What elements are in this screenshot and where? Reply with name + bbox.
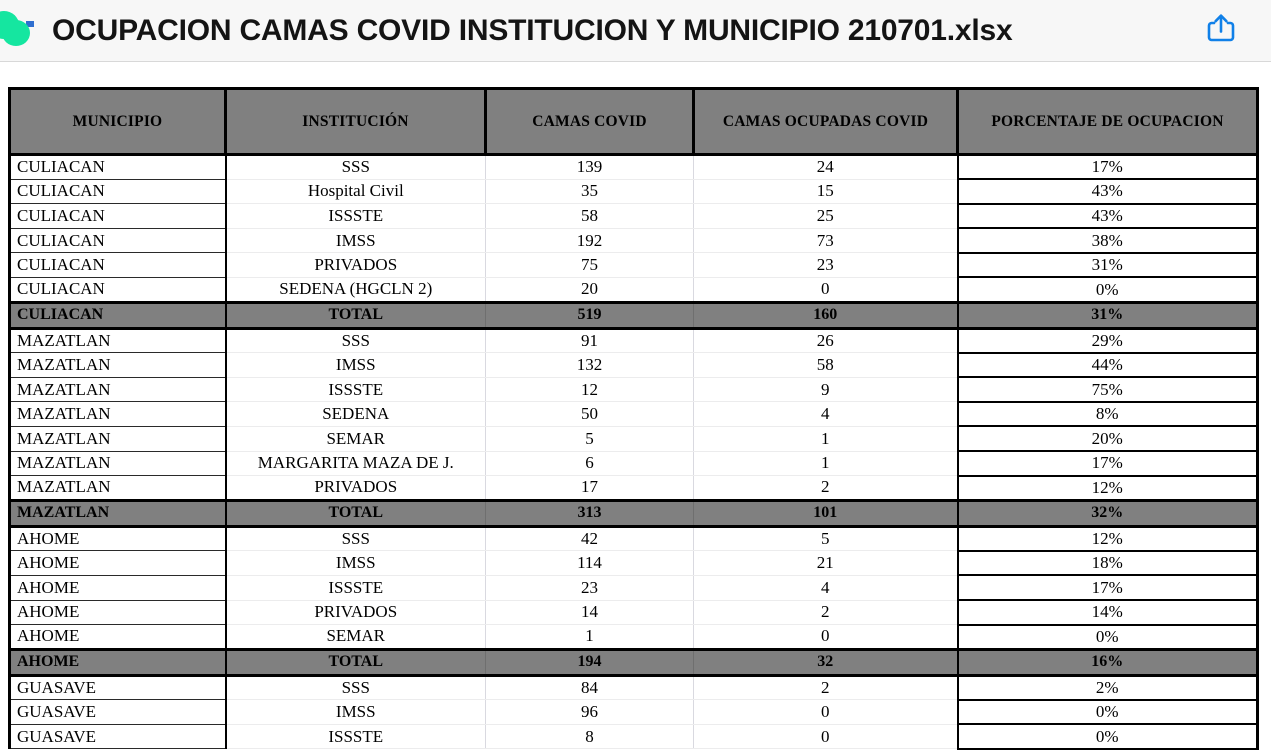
cell-camas-ocupadas[interactable]: 2: [694, 600, 958, 625]
table-row[interactable]: [10, 625, 1258, 650]
cell-porcentaje[interactable]: 0%: [958, 625, 1258, 650]
cell-porcentaje[interactable]: 31%: [958, 302, 1258, 328]
table-row[interactable]: [10, 204, 1258, 229]
cell-camas-ocupadas[interactable]: 101: [694, 500, 958, 526]
cell-institucion[interactable]: TOTAL: [226, 302, 486, 328]
cell-camas-ocupadas[interactable]: 9: [694, 377, 958, 402]
cell-camas-covid[interactable]: 50: [486, 402, 694, 427]
cell-institucion[interactable]: IMSS: [226, 228, 486, 253]
cell-camas-ocupadas[interactable]: 160: [694, 302, 958, 328]
table-row[interactable]: [10, 228, 1258, 253]
cell-camas-covid[interactable]: 132: [486, 353, 694, 378]
cell-porcentaje[interactable]: 31%: [958, 253, 1258, 278]
table-row[interactable]: [10, 353, 1258, 378]
cell-municipio[interactable]: GUASAVE: [10, 724, 226, 749]
cell-camas-ocupadas[interactable]: 23: [694, 253, 958, 278]
cell-municipio[interactable]: MAZATLAN: [10, 377, 226, 402]
cell-camas-ocupadas[interactable]: 5: [694, 526, 958, 551]
cell-porcentaje[interactable]: 0%: [958, 700, 1258, 725]
cell-institucion[interactable]: SSS: [226, 155, 486, 180]
app-doc-icon: [0, 7, 42, 55]
cell-municipio[interactable]: MAZATLAN: [10, 402, 226, 427]
table-row[interactable]: [10, 328, 1258, 353]
cell-camas-covid[interactable]: 313: [486, 500, 694, 526]
cell-municipio[interactable]: AHOME: [10, 625, 226, 650]
cell-porcentaje[interactable]: 14%: [958, 600, 1258, 625]
table-row[interactable]: [10, 575, 1258, 600]
cell-camas-covid[interactable]: 5: [486, 426, 694, 451]
cell-camas-ocupadas[interactable]: 1: [694, 451, 958, 476]
cell-camas-ocupadas[interactable]: 24: [694, 155, 958, 180]
cell-camas-ocupadas[interactable]: 58: [694, 353, 958, 378]
table-row[interactable]: [10, 253, 1258, 278]
cell-porcentaje[interactable]: 8%: [958, 402, 1258, 427]
cell-porcentaje[interactable]: 43%: [958, 179, 1258, 204]
table-row[interactable]: [10, 700, 1258, 725]
occupancy-table: [8, 87, 1259, 750]
cell-institucion[interactable]: IMSS: [226, 353, 486, 378]
cell-municipio[interactable]: GUASAVE: [10, 700, 226, 725]
cell-municipio[interactable]: MAZATLAN: [10, 328, 226, 353]
cell-municipio[interactable]: CULIACAN: [10, 277, 226, 302]
cell-porcentaje[interactable]: 0%: [958, 724, 1258, 749]
cell-municipio[interactable]: AHOME: [10, 575, 226, 600]
cell-camas-ocupadas[interactable]: 2: [694, 476, 958, 501]
table-body: [10, 155, 1258, 749]
cell-camas-covid[interactable]: 20: [486, 277, 694, 302]
share-icon: [1206, 12, 1236, 49]
cell-camas-ocupadas[interactable]: 4: [694, 402, 958, 427]
cell-camas-covid[interactable]: 42: [486, 526, 694, 551]
table-header-row: [10, 89, 1258, 155]
cell-institucion[interactable]: Hospital Civil: [226, 179, 486, 204]
cell-camas-covid[interactable]: 12: [486, 377, 694, 402]
table-row[interactable]: [10, 451, 1258, 476]
cell-porcentaje[interactable]: 16%: [958, 649, 1258, 675]
cell-institucion[interactable]: IMSS: [226, 700, 486, 725]
cell-porcentaje[interactable]: 17%: [958, 155, 1258, 180]
cell-municipio[interactable]: AHOME: [10, 551, 226, 576]
column-header-camas-covid: CAMAS COVID: [486, 89, 694, 155]
cell-porcentaje[interactable]: 75%: [958, 377, 1258, 402]
cell-municipio[interactable]: MAZATLAN: [10, 426, 226, 451]
cell-camas-ocupadas[interactable]: 26: [694, 328, 958, 353]
page-title: OCUPACION CAMAS COVID INSTITUCION Y MUNICIPIO 210701.xlsx: [52, 13, 1013, 47]
cell-institucion[interactable]: SEDENA (HGCLN 2): [226, 277, 486, 302]
table-row[interactable]: [10, 426, 1258, 451]
cell-camas-covid[interactable]: 23: [486, 575, 694, 600]
column-header-municipio: MUNICIPIO: [10, 89, 226, 155]
cell-institucion[interactable]: TOTAL: [226, 500, 486, 526]
cell-camas-ocupadas[interactable]: 0: [694, 724, 958, 749]
cell-municipio[interactable]: CULIACAN: [10, 155, 226, 180]
cell-municipio[interactable]: CULIACAN: [10, 204, 226, 229]
cell-camas-ocupadas[interactable]: 0: [694, 625, 958, 650]
cell-camas-covid[interactable]: 114: [486, 551, 694, 576]
cell-porcentaje[interactable]: 12%: [958, 476, 1258, 501]
cell-porcentaje[interactable]: 43%: [958, 204, 1258, 229]
cell-municipio[interactable]: CULIACAN: [10, 228, 226, 253]
cell-municipio[interactable]: CULIACAN: [10, 302, 226, 328]
cell-camas-ocupadas[interactable]: 1: [694, 426, 958, 451]
app-title-bar: [0, 0, 1271, 62]
share-button[interactable]: [1199, 9, 1243, 53]
cell-camas-ocupadas[interactable]: 15: [694, 179, 958, 204]
cell-institucion[interactable]: PRIVADOS: [226, 476, 486, 501]
cell-camas-ocupadas[interactable]: 4: [694, 575, 958, 600]
cell-institucion[interactable]: SEMAR: [226, 426, 486, 451]
cell-camas-covid[interactable]: 96: [486, 700, 694, 725]
cell-camas-covid[interactable]: 6: [486, 451, 694, 476]
cell-camas-covid[interactable]: 139: [486, 155, 694, 180]
table-row[interactable]: [10, 476, 1258, 501]
cell-camas-covid[interactable]: 1: [486, 625, 694, 650]
cell-camas-covid[interactable]: 75: [486, 253, 694, 278]
cell-porcentaje[interactable]: 32%: [958, 500, 1258, 526]
cell-institucion[interactable]: IMSS: [226, 551, 486, 576]
column-header-porcentaje: PORCENTAJE DE OCUPACION: [958, 89, 1258, 155]
cell-camas-ocupadas[interactable]: 73: [694, 228, 958, 253]
cell-municipio[interactable]: MAZATLAN: [10, 500, 226, 526]
cell-camas-ocupadas[interactable]: 0: [694, 700, 958, 725]
cell-camas-covid[interactable]: 14: [486, 600, 694, 625]
cell-porcentaje[interactable]: 2%: [958, 675, 1258, 700]
cell-institucion[interactable]: PRIVADOS: [226, 253, 486, 278]
cell-camas-covid[interactable]: 194: [486, 649, 694, 675]
cell-camas-ocupadas[interactable]: 21: [694, 551, 958, 576]
cell-municipio[interactable]: MAZATLAN: [10, 451, 226, 476]
cell-institucion[interactable]: ISSSTE: [226, 575, 486, 600]
cell-camas-ocupadas[interactable]: 2: [694, 675, 958, 700]
cell-porcentaje[interactable]: 18%: [958, 551, 1258, 576]
cell-institucion[interactable]: SSS: [226, 675, 486, 700]
table-row[interactable]: [10, 526, 1258, 551]
cell-institucion[interactable]: SSS: [226, 526, 486, 551]
cell-municipio[interactable]: AHOME: [10, 526, 226, 551]
column-header-camas-ocupadas: CAMAS OCUPADAS COVID: [694, 89, 958, 155]
table-row[interactable]: [10, 155, 1258, 180]
cell-camas-ocupadas[interactable]: 32: [694, 649, 958, 675]
cell-municipio[interactable]: GUASAVE: [10, 675, 226, 700]
cell-porcentaje[interactable]: 12%: [958, 526, 1258, 551]
spreadsheet-viewport[interactable]: [0, 62, 1271, 750]
cell-camas-ocupadas[interactable]: 0: [694, 277, 958, 302]
cell-camas-covid[interactable]: 91: [486, 328, 694, 353]
cell-camas-covid[interactable]: 58: [486, 204, 694, 229]
cell-institucion[interactable]: SEMAR: [226, 625, 486, 650]
table-row[interactable]: [10, 551, 1258, 576]
cell-camas-covid[interactable]: 519: [486, 302, 694, 328]
cell-institucion[interactable]: MARGARITA MAZA DE J.: [226, 451, 486, 476]
cell-camas-covid[interactable]: 17: [486, 476, 694, 501]
cell-municipio[interactable]: AHOME: [10, 600, 226, 625]
cell-institucion[interactable]: TOTAL: [226, 649, 486, 675]
cell-institucion[interactable]: ISSSTE: [226, 724, 486, 749]
table-row-total[interactable]: [10, 500, 1258, 526]
cell-camas-covid[interactable]: 8: [486, 724, 694, 749]
cell-municipio[interactable]: MAZATLAN: [10, 353, 226, 378]
cell-municipio[interactable]: CULIACAN: [10, 179, 226, 204]
cell-institucion[interactable]: SEDENA: [226, 402, 486, 427]
table-row-total[interactable]: [10, 302, 1258, 328]
cell-camas-covid[interactable]: 35: [486, 179, 694, 204]
table-row[interactable]: [10, 179, 1258, 204]
cell-municipio[interactable]: MAZATLAN: [10, 476, 226, 501]
column-header-institucion: INSTITUCIÓN: [226, 89, 486, 155]
table-row[interactable]: [10, 600, 1258, 625]
table-row[interactable]: [10, 402, 1258, 427]
cell-porcentaje[interactable]: 0%: [958, 277, 1258, 302]
cell-porcentaje[interactable]: 29%: [958, 328, 1258, 353]
table-row-total[interactable]: [10, 649, 1258, 675]
table-row[interactable]: [10, 277, 1258, 302]
cell-porcentaje[interactable]: 17%: [958, 575, 1258, 600]
cell-camas-covid[interactable]: 192: [486, 228, 694, 253]
table-header: [10, 89, 1258, 155]
cell-municipio[interactable]: CULIACAN: [10, 253, 226, 278]
cell-porcentaje[interactable]: 17%: [958, 451, 1258, 476]
cell-institucion[interactable]: PRIVADOS: [226, 600, 486, 625]
cell-camas-ocupadas[interactable]: 25: [694, 204, 958, 229]
cell-porcentaje[interactable]: 44%: [958, 353, 1258, 378]
cell-institucion[interactable]: ISSSTE: [226, 377, 486, 402]
table-row[interactable]: [10, 377, 1258, 402]
cell-institucion[interactable]: SSS: [226, 328, 486, 353]
cell-camas-covid[interactable]: 84: [486, 675, 694, 700]
table-row[interactable]: [10, 724, 1258, 749]
cell-porcentaje[interactable]: 20%: [958, 426, 1258, 451]
cell-institucion[interactable]: ISSSTE: [226, 204, 486, 229]
table-row[interactable]: [10, 675, 1258, 700]
cell-municipio[interactable]: AHOME: [10, 649, 226, 675]
cell-porcentaje[interactable]: 38%: [958, 228, 1258, 253]
